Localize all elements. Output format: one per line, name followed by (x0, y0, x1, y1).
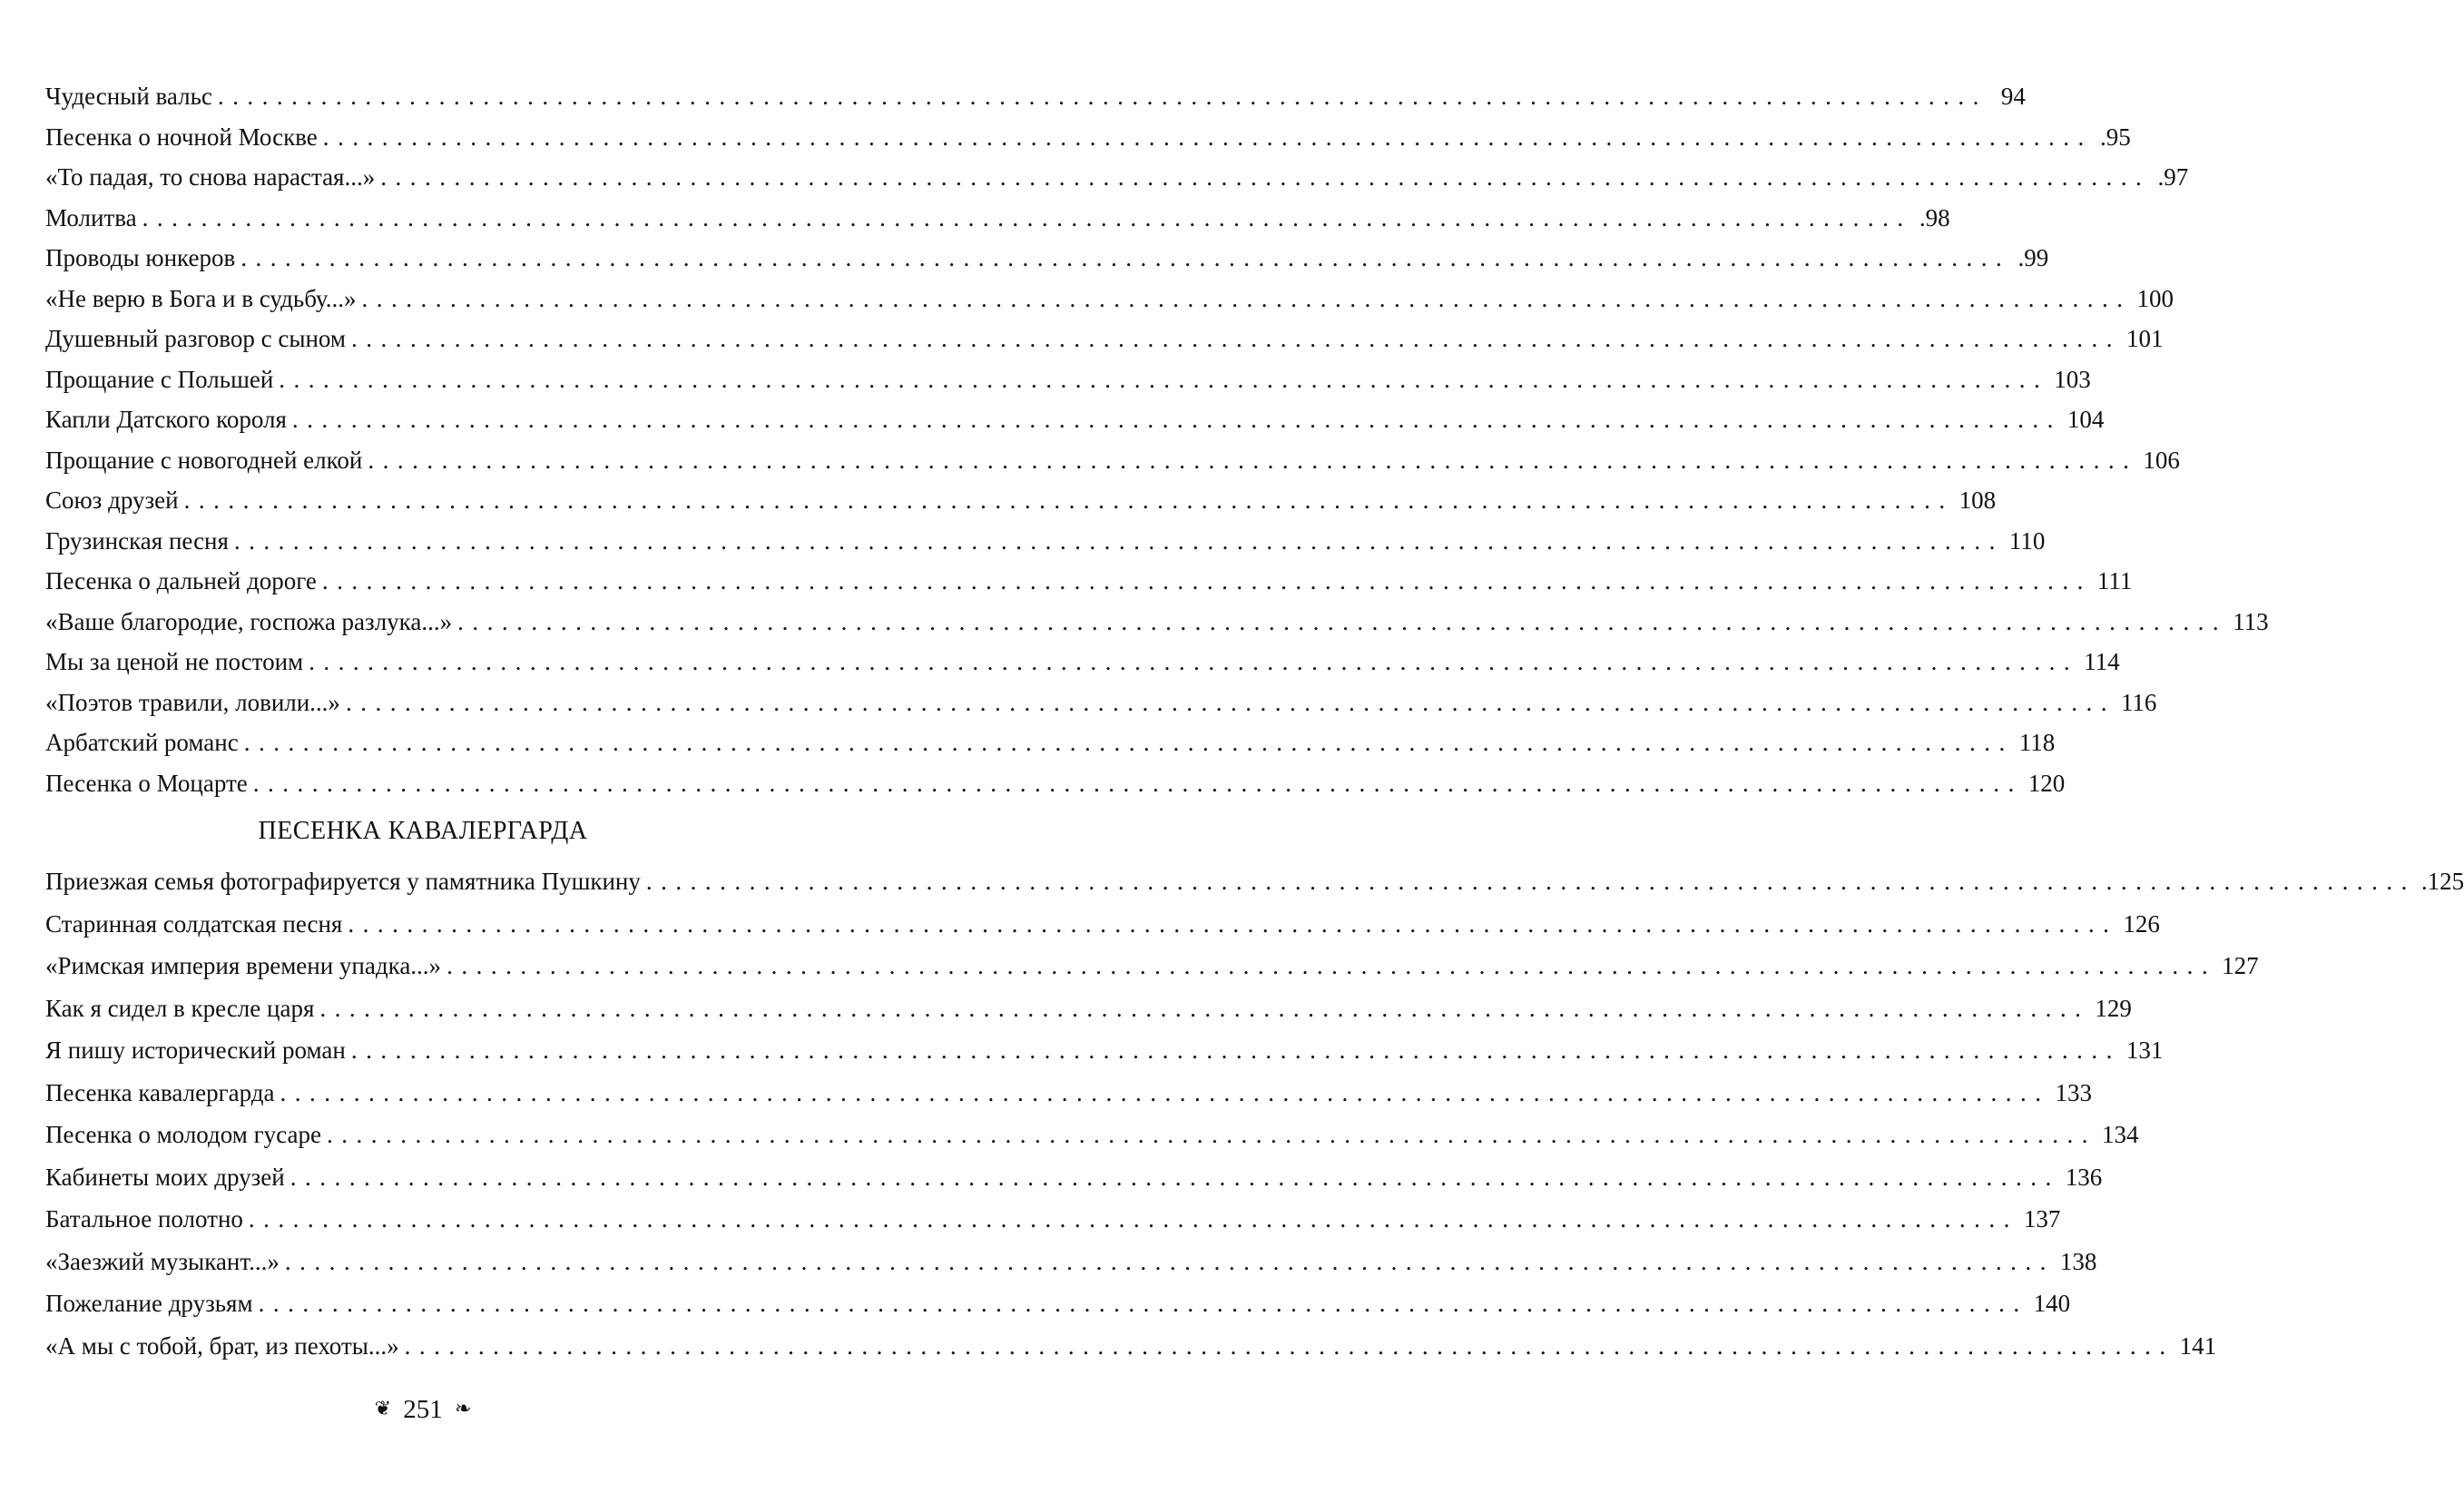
toc-entry (45, 1029, 2164, 1072)
toc-entry (45, 279, 2174, 319)
toc-entry-title: «Не верю в Бога и в судьбу...» (45, 284, 357, 312)
dot-leader: ........................................................................................................................ (142, 203, 1912, 231)
section-heading: ПЕСЕНКА КАВАЛЕРГАРДА (258, 817, 588, 845)
toc-entry-title: Старинная солдатская песня (45, 909, 343, 938)
dot-leader: ........................................................................................................................ (252, 769, 2023, 797)
dot-leader: ........................................................................................................................ (345, 688, 2116, 716)
dot-leader: ........................................................................................................................ (319, 994, 2090, 1022)
toc-entry-page: 137 (2023, 1205, 2061, 1233)
toc-entry (45, 763, 2066, 804)
toc-entry (45, 722, 2056, 763)
dot-leader: ........................................................................................................................ (290, 1163, 2060, 1191)
toc-entry (45, 399, 2105, 440)
ornament-right-icon: ❧ (455, 1397, 472, 1419)
toc-entry-page: 106 (2143, 446, 2180, 474)
toc-entry-page: 101 (2125, 325, 2164, 352)
page-number: 251 (403, 1395, 443, 1424)
dot-leader: ........................................................................................................................ (258, 1290, 2028, 1317)
toc-entry (45, 76, 2026, 117)
toc-entry-title: Песенка о Моцарте (45, 769, 248, 797)
toc-entry-page: 129 (2095, 994, 2132, 1022)
toc-entry-page: 116 (2120, 688, 2157, 716)
toc-entry-title: Батальное полотно (45, 1205, 243, 1233)
toc-entry-title: «А мы с тобой, брат, из пехоты...» (45, 1331, 399, 1360)
dot-leader: ........................................................................................................................ (309, 648, 2079, 675)
dot-leader: ........................................................................................................................ (348, 909, 2118, 938)
toc-entry-page: 114 (2084, 648, 2120, 675)
toc-entry-page: 104 (2066, 406, 2105, 433)
toc-entry-page: 108 (1958, 486, 1997, 514)
dot-leader: ........................................................................................................................ (350, 1036, 2121, 1064)
toc-entry-title: «Заезжий музыкант...» (45, 1247, 280, 1275)
page-footer (0, 1395, 846, 1425)
toc-entry-page: .98 (1919, 203, 1950, 231)
toc-entry-page: 120 (2027, 769, 2066, 797)
toc-entry (45, 945, 2259, 987)
toc-entry-title: Кабинеты моих друзей (45, 1163, 285, 1191)
toc-entry (45, 1114, 2139, 1156)
toc-entry (45, 1282, 2071, 1325)
toc-entry (45, 903, 2160, 946)
toc-entry (45, 602, 2269, 643)
dot-leader: ........................................................................................................................ (322, 123, 2093, 151)
dot-leader: ........................................................................................................................ (233, 526, 2004, 555)
toc-entry-title: Песенка о дальней дороге (45, 567, 317, 594)
toc-entry-page: 127 (2222, 952, 2259, 979)
dot-leader: ........................................................................................................................ (404, 1331, 2174, 1360)
ornament-left-icon: ❦ (374, 1397, 391, 1419)
toc-entry-page: .99 (2017, 244, 2049, 271)
toc-entry (45, 359, 2091, 400)
toc-entry-page: 140 (2033, 1290, 2071, 1317)
dot-leader: ........................................................................................................................ (241, 244, 2011, 271)
toc-entry-title: Приезжая семья фотографируется у памятника Пушкину (45, 868, 641, 895)
dot-leader: ........................................................................................................................ (280, 1078, 2050, 1106)
toc-entry (45, 987, 2132, 1030)
toc-entry-title: Прощание с Польшей (45, 365, 274, 393)
toc-entry-page: 131 (2125, 1036, 2164, 1064)
toc-entry-page: 94 (2000, 83, 2026, 110)
toc-entry-page: 136 (2065, 1163, 2103, 1191)
toc-entry (45, 440, 2180, 481)
toc-entry (45, 521, 2046, 562)
toc-entry-title: Пожелание друзьям (45, 1290, 253, 1317)
toc-entry (45, 860, 2464, 903)
toc-entry-title: Я пишу исторический роман (45, 1036, 346, 1064)
toc-entry (45, 1198, 2061, 1241)
dot-leader: ........................................................................................................................ (447, 952, 2217, 979)
toc-entry-title: Как я сидел в кресле царя (45, 994, 315, 1022)
dot-leader: ........................................................................................................................ (326, 1121, 2096, 1148)
dot-leader: ........................................................................................................................ (291, 406, 2062, 433)
toc-entry-page: 103 (2054, 365, 2091, 393)
toc-entry-page: 118 (2018, 729, 2056, 756)
toc-entry-title: Песенка о молодом гусаре (45, 1121, 321, 1148)
dot-leader: ........................................................................................................................ (217, 83, 1988, 110)
toc-entry (45, 1241, 2097, 1283)
toc-entry-title: Грузинская песня (45, 526, 229, 555)
toc-list-part1 (45, 76, 2269, 803)
toc-entry-page: .97 (2157, 163, 2189, 191)
toc-entry-title: Душевный разговор с сыном (45, 325, 346, 352)
toc-entry-page: 113 (2233, 607, 2269, 635)
toc-entry (45, 238, 2049, 279)
toc-entry (45, 157, 2189, 198)
dot-leader: ........................................................................................................................ (457, 607, 2228, 635)
toc-entry (45, 117, 2131, 158)
toc-entry-page: 141 (2179, 1331, 2217, 1360)
toc-entry-title: Проводы юнкеров (45, 244, 236, 271)
toc-list-part2 (45, 860, 2464, 1367)
dot-leader: ........................................................................................................................ (183, 486, 1954, 514)
toc-entry-page: 134 (2101, 1121, 2139, 1148)
toc-entry-title: Чудесный вальс (45, 83, 212, 110)
toc-entry-page: 111 (2096, 567, 2133, 594)
toc-entry-page: 110 (2008, 526, 2046, 555)
dot-leader: ........................................................................................................................ (279, 365, 2049, 393)
toc-entry-page: 133 (2055, 1078, 2093, 1106)
toc-entry-page: 100 (2136, 284, 2174, 312)
toc-entry (45, 198, 1950, 239)
toc-entry-page: .125 (2420, 868, 2464, 895)
toc-entry (45, 642, 2120, 683)
toc-entry (45, 561, 2133, 602)
toc-entry (45, 1072, 2093, 1115)
toc-entry-page: .95 (2100, 123, 2131, 151)
dot-leader: ........................................................................................................................ (321, 567, 2092, 594)
dot-leader: ........................................................................................................................ (248, 1205, 2018, 1233)
dot-leader: ........................................................................................................................ (243, 729, 2014, 756)
toc-entry-title: «То падая, то снова нарастая...» (45, 163, 376, 191)
toc-entry (45, 1156, 2103, 1199)
toc-entry-title: Прощание с новогодней елкой (45, 446, 363, 474)
dot-leader: ........................................................................................................................ (361, 284, 2132, 312)
toc-entry-page: 138 (2059, 1247, 2097, 1275)
toc-entry-title: «Ваше благородие, госпожа разлука...» (45, 607, 453, 635)
toc-entry (45, 1325, 2217, 1368)
toc-entry-title: «Поэтов травили, ловили...» (45, 688, 340, 716)
toc-entry-title: Песенка кавалергарда (45, 1078, 275, 1106)
toc-entry-title: Союз друзей (45, 486, 179, 514)
toc-entry-title: «Римская империя времени упадка...» (45, 952, 442, 979)
toc-entry-title: Песенка о ночной Москве (45, 123, 318, 151)
toc-entry (45, 683, 2157, 723)
dot-leader: ........................................................................................................................ (645, 868, 2416, 895)
toc-entry (45, 480, 1997, 521)
toc-entry-title: Арбатский романс (45, 729, 239, 756)
toc-entry-title: Капли Датского короля (45, 406, 287, 433)
dot-leader: ........................................................................................................................ (368, 446, 2138, 474)
dot-leader: ........................................................................................................................ (380, 163, 2151, 191)
toc-entry-page: 126 (2123, 909, 2160, 938)
toc-entry-title: Мы за ценой не постоим (45, 648, 304, 675)
dot-leader: ........................................................................................................................ (350, 325, 2121, 352)
toc-entry-title: Молитва (45, 203, 137, 231)
toc-entry (45, 319, 2164, 359)
dot-leader: ........................................................................................................................ (284, 1247, 2055, 1275)
